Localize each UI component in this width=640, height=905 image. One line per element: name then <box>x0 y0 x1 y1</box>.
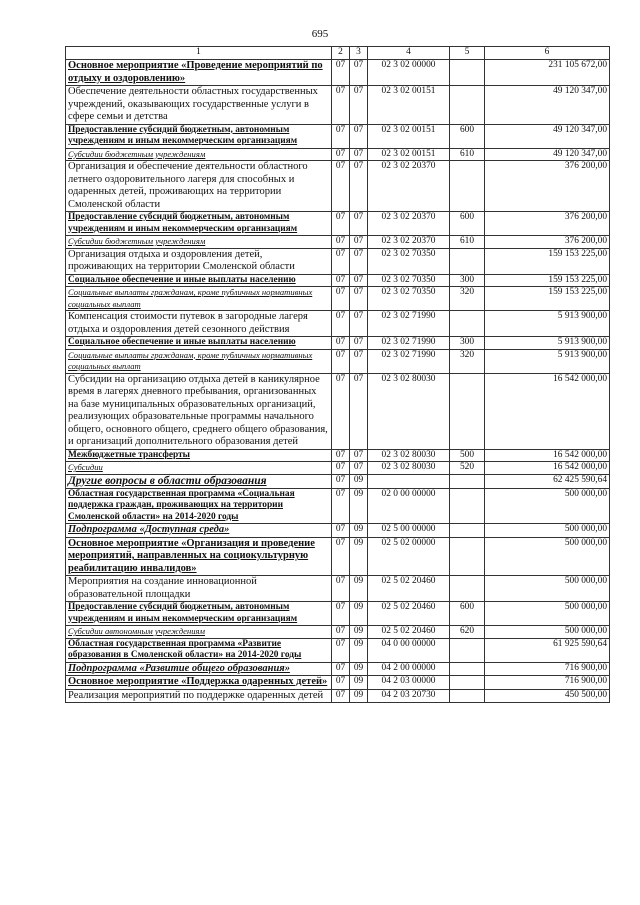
row-target-article-cell: 02 5 02 20460 <box>368 626 450 639</box>
row-amount-cell: 500 000,00 <box>485 537 610 576</box>
row-amount-cell: 500 000,00 <box>485 576 610 602</box>
row-target-article-cell: 04 2 00 00000 <box>368 662 450 676</box>
table-row <box>66 662 610 676</box>
table-row <box>66 449 610 462</box>
row-name-cell: Межбюджетные трансферты <box>66 449 332 462</box>
row-name-cell: Предоставление субсидий бюджетным, автономным учреждениям и иным некоммерческим организациям <box>66 212 332 236</box>
row-section-cell: 07 <box>332 337 350 350</box>
row-subsection-cell: 09 <box>350 626 368 639</box>
row-section-cell: 07 <box>332 60 350 86</box>
row-subsection-cell: 07 <box>350 60 368 86</box>
table-row <box>66 638 610 662</box>
row-expense-type-cell <box>450 576 485 602</box>
row-target-article-cell: 02 5 02 20460 <box>368 602 450 626</box>
row-target-article-cell <box>368 474 450 488</box>
column-header-expense-type: 5 <box>450 47 485 60</box>
row-expense-type-cell: 500 <box>450 449 485 462</box>
row-subsection-cell: 07 <box>350 86 368 125</box>
row-section-cell: 07 <box>332 488 350 524</box>
table-row <box>66 287 610 311</box>
row-expense-type-cell <box>450 638 485 662</box>
table-row <box>66 86 610 125</box>
row-amount-cell: 159 153 225,00 <box>485 274 610 287</box>
row-name-cell: Основное мероприятие «Организация и проведение мероприятий, направленных на социокультурную реабилитацию инвалидов» <box>66 537 332 576</box>
row-amount-cell: 49 120 347,00 <box>485 86 610 125</box>
row-expense-type-cell <box>450 537 485 576</box>
row-name-cell: Социальное обеспечение и иные выплаты населению <box>66 337 332 350</box>
row-subsection-cell: 07 <box>350 462 368 475</box>
row-section-cell: 07 <box>332 148 350 161</box>
row-target-article-cell: 02 3 02 70350 <box>368 287 450 311</box>
row-name-cell: Предоставление субсидий бюджетным, автономным учреждениям и иным некоммерческим организациям <box>66 602 332 626</box>
row-subsection-cell: 07 <box>350 373 368 449</box>
row-amount-cell: 16 542 000,00 <box>485 373 610 449</box>
row-section-cell: 07 <box>332 449 350 462</box>
row-subsection-cell: 07 <box>350 337 368 350</box>
row-target-article-cell: 02 3 02 80030 <box>368 373 450 449</box>
row-amount-cell: 716 900,00 <box>485 676 610 690</box>
row-expense-type-cell <box>450 474 485 488</box>
row-expense-type-cell: 300 <box>450 337 485 350</box>
row-expense-type-cell <box>450 86 485 125</box>
row-target-article-cell: 04 2 03 20730 <box>368 689 450 703</box>
row-target-article-cell: 02 0 00 00000 <box>368 488 450 524</box>
row-subsection-cell: 07 <box>350 449 368 462</box>
table-row <box>66 337 610 350</box>
row-amount-cell: 231 105 672,00 <box>485 60 610 86</box>
row-section-cell: 07 <box>332 248 350 274</box>
row-section-cell: 07 <box>332 662 350 676</box>
row-expense-type-cell <box>450 488 485 524</box>
row-section-cell: 07 <box>332 287 350 311</box>
column-header-subsection: 3 <box>350 47 368 60</box>
row-subsection-cell: 09 <box>350 576 368 602</box>
row-subsection-cell: 09 <box>350 689 368 703</box>
row-name-cell: Субсидии <box>66 462 332 475</box>
row-name-cell: Областная государственная программа «Социальная поддержка граждан, проживающих на территории Смоленской области» на 2014-2020 годы <box>66 488 332 524</box>
table-row <box>66 60 610 86</box>
table-row <box>66 676 610 690</box>
row-expense-type-cell <box>450 676 485 690</box>
row-name-cell: Обеспечение деятельности областных государственных учреждений, оказывающих государственные услуги в сфере семьи и детства <box>66 86 332 125</box>
row-expense-type-cell: 320 <box>450 287 485 311</box>
row-section-cell: 07 <box>332 689 350 703</box>
row-expense-type-cell <box>450 311 485 337</box>
row-name-cell: Субсидии бюджетным учреждениям <box>66 148 332 161</box>
row-amount-cell: 500 000,00 <box>485 602 610 626</box>
row-expense-type-cell <box>450 662 485 676</box>
row-target-article-cell: 02 3 02 00151 <box>368 86 450 125</box>
row-amount-cell: 62 425 590,64 <box>485 474 610 488</box>
table-row <box>66 524 610 538</box>
table-row <box>66 602 610 626</box>
table-row <box>66 373 610 449</box>
row-section-cell: 07 <box>332 349 350 373</box>
table-row <box>66 488 610 524</box>
row-target-article-cell: 02 3 02 71990 <box>368 349 450 373</box>
row-section-cell: 07 <box>332 373 350 449</box>
row-target-article-cell: 04 0 00 00000 <box>368 638 450 662</box>
row-section-cell: 07 <box>332 524 350 538</box>
row-name-cell: Организация и обеспечение деятельности областного летнего оздоровительного лагеря для способных и одаренных детей, проживающих на территории Смоленской области <box>66 161 332 212</box>
row-name-cell: Подпрограмма «Развитие общего образования» <box>66 662 332 676</box>
row-target-article-cell: 02 5 02 20460 <box>368 576 450 602</box>
row-name-cell: Областная государственная программа «Развитие образования в Смоленской области» на 2014-2020 годы <box>66 638 332 662</box>
row-amount-cell: 376 200,00 <box>485 236 610 249</box>
row-target-article-cell: 02 3 02 00151 <box>368 124 450 148</box>
row-section-cell: 07 <box>332 474 350 488</box>
row-target-article-cell: 02 3 02 70350 <box>368 248 450 274</box>
row-subsection-cell: 09 <box>350 662 368 676</box>
row-name-cell: Мероприятия на создание инновационной образовательной площадки <box>66 576 332 602</box>
row-target-article-cell: 02 3 02 71990 <box>368 311 450 337</box>
row-name-cell: Социальные выплаты гражданам, кроме публичных нормативных социальных выплат <box>66 287 332 311</box>
row-subsection-cell: 09 <box>350 488 368 524</box>
row-amount-cell: 716 900,00 <box>485 662 610 676</box>
row-amount-cell: 5 913 900,00 <box>485 337 610 350</box>
row-name-cell: Субсидии на организацию отдыха детей в каникулярное время в лагерях дневного пребывания, организованных на базе муниципальных образовательных организаций, реализующих образовательные программы начального общего, основного общего, среднего общего образования, и организаций дополнительного образования детей <box>66 373 332 449</box>
row-section-cell: 07 <box>332 161 350 212</box>
row-section-cell: 07 <box>332 676 350 690</box>
table-row <box>66 161 610 212</box>
row-subsection-cell: 07 <box>350 212 368 236</box>
row-amount-cell: 500 000,00 <box>485 626 610 639</box>
row-expense-type-cell: 610 <box>450 236 485 249</box>
row-subsection-cell: 09 <box>350 602 368 626</box>
table-row <box>66 349 610 373</box>
page-number: 695 <box>311 28 329 40</box>
row-amount-cell: 16 542 000,00 <box>485 449 610 462</box>
row-expense-type-cell <box>450 373 485 449</box>
row-subsection-cell: 07 <box>350 248 368 274</box>
row-name-cell: Социальное обеспечение и иные выплаты населению <box>66 274 332 287</box>
row-name-cell: Субсидии бюджетным учреждениям <box>66 236 332 249</box>
row-name-cell: Субсидии автономным учреждениям <box>66 626 332 639</box>
row-subsection-cell: 07 <box>350 349 368 373</box>
row-name-cell: Компенсация стоимости путевок в загородные лагеря отдыха и оздоровления детей сезонного действия <box>66 311 332 337</box>
row-amount-cell: 5 913 900,00 <box>485 311 610 337</box>
row-amount-cell: 376 200,00 <box>485 212 610 236</box>
table-body <box>66 60 610 703</box>
row-target-article-cell: 02 3 02 20370 <box>368 236 450 249</box>
row-name-cell: Основное мероприятие «Проведение мероприятий по отдыху и оздоровлению» <box>66 60 332 86</box>
row-expense-type-cell <box>450 689 485 703</box>
row-target-article-cell: 02 5 00 00000 <box>368 524 450 538</box>
row-amount-cell: 159 153 225,00 <box>485 248 610 274</box>
row-target-article-cell: 02 3 02 00151 <box>368 148 450 161</box>
row-expense-type-cell: 620 <box>450 626 485 639</box>
row-expense-type-cell <box>450 524 485 538</box>
column-header-name: 1 <box>66 47 332 60</box>
table-row <box>66 212 610 236</box>
column-header-target-article: 4 <box>368 47 450 60</box>
row-amount-cell: 5 913 900,00 <box>485 349 610 373</box>
row-section-cell: 07 <box>332 236 350 249</box>
table-row <box>66 236 610 249</box>
row-expense-type-cell: 600 <box>450 602 485 626</box>
row-expense-type-cell: 520 <box>450 462 485 475</box>
row-expense-type-cell: 600 <box>450 212 485 236</box>
row-name-cell: Организация отдыха и оздоровления детей, проживающих на территории Смоленской области <box>66 248 332 274</box>
row-target-article-cell: 02 3 02 70350 <box>368 274 450 287</box>
row-name-cell: Предоставление субсидий бюджетным, автономным учреждениям и иным некоммерческим организациям <box>66 124 332 148</box>
row-subsection-cell: 07 <box>350 236 368 249</box>
row-section-cell: 07 <box>332 212 350 236</box>
row-subsection-cell: 07 <box>350 311 368 337</box>
row-expense-type-cell <box>450 161 485 212</box>
row-section-cell: 07 <box>332 311 350 337</box>
row-subsection-cell: 09 <box>350 638 368 662</box>
table-row <box>66 274 610 287</box>
row-section-cell: 07 <box>332 638 350 662</box>
row-section-cell: 07 <box>332 274 350 287</box>
row-expense-type-cell: 300 <box>450 274 485 287</box>
row-target-article-cell: 02 3 02 80030 <box>368 449 450 462</box>
table-row <box>66 248 610 274</box>
row-amount-cell: 61 925 590,64 <box>485 638 610 662</box>
row-amount-cell: 49 120 347,00 <box>485 124 610 148</box>
table-row <box>66 474 610 488</box>
row-expense-type-cell <box>450 60 485 86</box>
budget-table <box>65 46 610 703</box>
row-amount-cell: 500 000,00 <box>485 524 610 538</box>
row-target-article-cell: 04 2 03 00000 <box>368 676 450 690</box>
row-section-cell: 07 <box>332 602 350 626</box>
row-expense-type-cell: 320 <box>450 349 485 373</box>
row-name-cell: Основное мероприятие «Поддержка одаренных детей» <box>66 676 332 690</box>
row-expense-type-cell <box>450 248 485 274</box>
table-row <box>66 689 610 703</box>
row-subsection-cell: 07 <box>350 148 368 161</box>
row-section-cell: 07 <box>332 537 350 576</box>
row-subsection-cell: 09 <box>350 676 368 690</box>
table-row <box>66 576 610 602</box>
table-row <box>66 148 610 161</box>
row-expense-type-cell: 610 <box>450 148 485 161</box>
row-name-cell: Подпрограмма «Доступная среда» <box>66 524 332 538</box>
row-name-cell: Другие вопросы в области образования <box>66 474 332 488</box>
row-section-cell: 07 <box>332 124 350 148</box>
row-target-article-cell: 02 3 02 71990 <box>368 337 450 350</box>
row-amount-cell: 49 120 347,00 <box>485 148 610 161</box>
row-amount-cell: 500 000,00 <box>485 488 610 524</box>
row-amount-cell: 16 542 000,00 <box>485 462 610 475</box>
row-target-article-cell: 02 3 02 80030 <box>368 462 450 475</box>
row-section-cell: 07 <box>332 86 350 125</box>
row-amount-cell: 450 500,00 <box>485 689 610 703</box>
row-target-article-cell: 02 3 02 20370 <box>368 161 450 212</box>
table-row <box>66 537 610 576</box>
row-section-cell: 07 <box>332 462 350 475</box>
table-row <box>66 124 610 148</box>
table-row <box>66 462 610 475</box>
row-target-article-cell: 02 5 02 00000 <box>368 537 450 576</box>
row-subsection-cell: 09 <box>350 537 368 576</box>
row-subsection-cell: 09 <box>350 474 368 488</box>
row-subsection-cell: 07 <box>350 274 368 287</box>
row-name-cell: Социальные выплаты гражданам, кроме публичных нормативных социальных выплат <box>66 349 332 373</box>
column-header-section: 2 <box>332 47 350 60</box>
row-target-article-cell: 02 3 02 20370 <box>368 212 450 236</box>
row-section-cell: 07 <box>332 576 350 602</box>
row-subsection-cell: 07 <box>350 287 368 311</box>
row-subsection-cell: 09 <box>350 524 368 538</box>
row-target-article-cell: 02 3 02 00000 <box>368 60 450 86</box>
table-row <box>66 311 610 337</box>
table-header-row <box>66 47 610 60</box>
row-subsection-cell: 07 <box>350 161 368 212</box>
row-section-cell: 07 <box>332 626 350 639</box>
column-header-amount: 6 <box>485 47 610 60</box>
table-row <box>66 626 610 639</box>
row-name-cell: Реализация мероприятий по поддержке одаренных детей <box>66 689 332 703</box>
row-amount-cell: 159 153 225,00 <box>485 287 610 311</box>
row-amount-cell: 376 200,00 <box>485 161 610 212</box>
row-subsection-cell: 07 <box>350 124 368 148</box>
row-expense-type-cell: 600 <box>450 124 485 148</box>
